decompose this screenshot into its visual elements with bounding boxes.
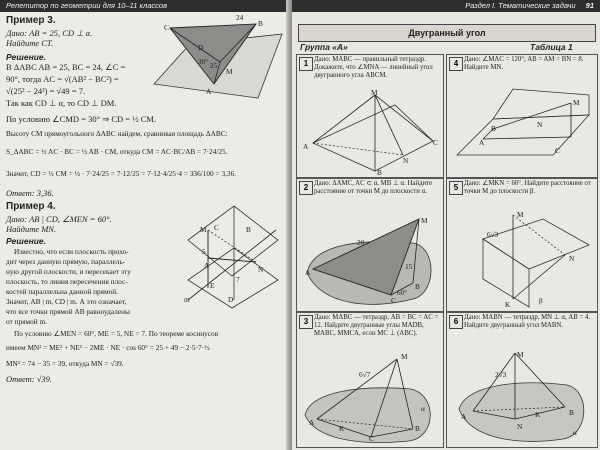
c6-label-N: N <box>517 422 523 431</box>
c6-label-B: B <box>569 408 574 417</box>
c3-label-alpha: α <box>421 404 425 413</box>
example3-line2: 90°, тогда AC = √(AB² − BC²) = <box>6 74 119 84</box>
task-cell-4 <box>446 54 598 178</box>
task-number: 3 <box>299 315 313 329</box>
fig1-label-A: A <box>206 87 212 96</box>
fig1-label-30: 30° <box>198 57 209 66</box>
task-cell-1 <box>296 54 444 178</box>
example3-line5: По условию ∠CMD = 30° ⇒ CD = ½ CM. <box>6 114 157 124</box>
c4-label-B: B <box>491 124 496 133</box>
c3-label-M: M <box>401 352 408 361</box>
c1-label-N: N <box>403 156 409 165</box>
task-cell-3 <box>296 312 444 448</box>
example4-line10: имеем MN² = ME² + NE² − 2ME · NE · cos 60° = 25 + 49 − 2·5·7·½ <box>6 343 210 352</box>
c2-label-60: 60° <box>397 288 408 297</box>
example3-line1: В ΔABC AB = 25, BC = 24, ∠C = <box>6 62 126 72</box>
example4-title: Пример 4. <box>6 201 56 212</box>
task2-figure <box>303 213 437 309</box>
table-label: Таблица 1 <box>530 42 573 52</box>
c2-label-B: B <box>415 282 420 291</box>
example4-line1: Известно, что если плоскость прохо- <box>14 247 129 256</box>
fig1-label-D: D <box>198 43 204 52</box>
c1-label-C: C <box>433 138 438 147</box>
example4-line6: Значит, AB | m, CD | m. А это означает, <box>6 297 127 306</box>
c6-label-M: M <box>517 350 524 359</box>
c1-label-A: A <box>303 142 309 151</box>
right-running-head <box>292 0 600 12</box>
example3-line3: √(25² − 24²) = √49 = 7. <box>6 86 86 96</box>
c5-label-beta: β <box>539 296 543 305</box>
example3-line4: Так как CD ⊥ α, то CD ⊥ DM. <box>6 98 117 108</box>
fig2-label-B: B <box>246 225 251 234</box>
fig1-label-25: 25 <box>210 61 218 70</box>
c1-label-B: B <box>377 168 382 177</box>
c4-label-N: N <box>537 120 543 129</box>
task-number: 6 <box>449 315 463 329</box>
example3-line7: S_ΔABC = ½ AC · BC = ½ AB · CM, откуда CM = AC·BC/AB = 7·24/25. <box>6 147 228 156</box>
section-running-title: Раздел I. Тематические задачи <box>465 1 576 10</box>
c4-label-C: C <box>555 146 560 155</box>
task-text: Дано: MABC — тетраэдр, AB = BC = AC = 12. Найдите двугранные углы MADB, MABC, MMCA, если MC ⊥ (ABC). <box>314 314 439 337</box>
example4-line4: плоскость, то линия пересечения плос- <box>6 277 128 286</box>
left-running-head: Репетитор по геометрии для 10–11 классов <box>0 0 290 12</box>
c6-label-2r3: 2√3 <box>495 370 507 379</box>
example4-solution-label: Решение. <box>6 236 46 246</box>
task-number: 2 <box>299 181 313 195</box>
c5-label-K: K <box>505 300 511 309</box>
c2-label-20: 20 <box>357 238 365 247</box>
task-text: Дано: ∠MAC = 120°; AB = AM = BN = 8. Найдите MN. <box>464 56 584 71</box>
fig2-label-D: D <box>228 295 234 304</box>
c4-label-A: A <box>479 138 485 147</box>
c5-label-M: M <box>517 210 524 219</box>
fig1-label-M: M <box>226 67 233 76</box>
example3-given: Дано: AB = 25, CD ⊥ α. <box>6 28 93 38</box>
example3-title: Пример 3. <box>6 15 56 26</box>
task4-figure <box>453 85 591 173</box>
c3-label-6r7: 6√7 <box>359 370 371 379</box>
c3-label-K: K <box>339 424 345 433</box>
example3-line8: Значит, CD = ½ CM = ½ · 7·24/25 = 7·12/25 = 7·12·4/25·4 = 336/100 = 3,36. <box>6 169 237 178</box>
c2-label-15: 15 <box>405 262 413 271</box>
c5-label-N: N <box>569 254 575 263</box>
task-text: Дано: ΔAMC, AC ⊂ α, MB ⊥ α. Найдите расстояние от точки M до плоскости α. <box>314 180 433 195</box>
example4-line11: MN² = 74 − 35 = 39, откуда MN = √39. <box>6 359 124 368</box>
fig2-label-5: 5 <box>202 247 206 256</box>
fig2-label-M: M <box>200 225 207 234</box>
example3-line6: Высоту CM прямоугольного ΔABC найдем, сравнивая площадь ΔABC: <box>6 129 228 138</box>
c6-label-K: K <box>535 410 541 419</box>
example4-line5: костей параллельна данной прямой. <box>6 287 118 296</box>
c3-label-B: B <box>415 424 420 433</box>
left-page <box>0 0 290 450</box>
fig2-label-m: m <box>184 295 190 304</box>
example4-given: Дано: AB | CD, ∠MEN = 60°. <box>6 214 112 224</box>
fig2-label-C: C <box>214 223 219 232</box>
c2-label-C: C <box>391 296 396 305</box>
fig2-label-7: 7 <box>236 275 240 284</box>
right-page <box>292 0 600 450</box>
example4-find: Найдите MN. <box>6 224 57 234</box>
task-number: 5 <box>449 181 463 195</box>
c3-label-A: A <box>309 418 315 427</box>
example4-line7: что все точки прямой AB равноудалены <box>6 307 130 316</box>
fig1-label-B: B <box>258 19 263 28</box>
c2-label-M: M <box>421 216 428 225</box>
task-cell-5 <box>446 178 598 312</box>
example4-line3: ную другой плоскости, и пересекает эту <box>6 267 131 276</box>
c6-label-A: A <box>461 412 467 421</box>
task-number: 1 <box>299 57 313 71</box>
c3-label-C: C <box>369 434 374 443</box>
task-cell-2 <box>296 178 444 312</box>
c5-label-6r3: 6√3 <box>487 230 499 239</box>
example3-answer: Ответ: 3,36. <box>6 188 54 198</box>
c2-label-A: A <box>305 268 311 277</box>
example3-solution-label: Решение. <box>6 52 46 62</box>
task-text: Дано: MABN — тетраэдр, MN ⊥ α, AB = 4. Найдите двугранный угол MABN. <box>464 314 591 329</box>
example3-figure <box>150 14 286 102</box>
example4-answer: Ответ: √39. <box>6 374 53 384</box>
c4-label-M: M <box>573 98 580 107</box>
fig2-label-N: N <box>258 265 264 274</box>
task-text: Дано: MABC — правильный тетраэдр. Докажите, что ∠MNA — линейный угол двугранного угла ABCM. <box>314 56 433 79</box>
section-title: Двугранный угол <box>298 24 596 42</box>
example4-line8: от прямой m. <box>6 317 47 326</box>
fig2-label-E: E <box>210 281 215 290</box>
c1-label-M: M <box>371 88 378 97</box>
example3-find: Найдите CT. <box>6 38 54 48</box>
task-cell-6 <box>446 312 598 448</box>
task-text: Дано: ∠MKN = 60°. Найдите расстояние от точки M до плоскости β. <box>464 180 591 195</box>
example4-figure <box>178 200 286 310</box>
fig2-label-A: A <box>204 261 210 270</box>
example4-line2: дит через данную прямую, параллель- <box>6 257 126 266</box>
fig1-label-24: 24 <box>236 13 244 22</box>
fig1-label-C: C <box>164 23 169 32</box>
page-number: 91 <box>585 1 594 10</box>
group-label: Группа «А» <box>300 42 348 52</box>
c6-label-alpha: α <box>573 428 577 437</box>
task-number: 4 <box>449 57 463 71</box>
example4-line9: По условию ∠MEN = 60°, ME = 5, NE = 7. По теореме косинусов <box>14 329 219 338</box>
task1-figure <box>303 88 437 173</box>
